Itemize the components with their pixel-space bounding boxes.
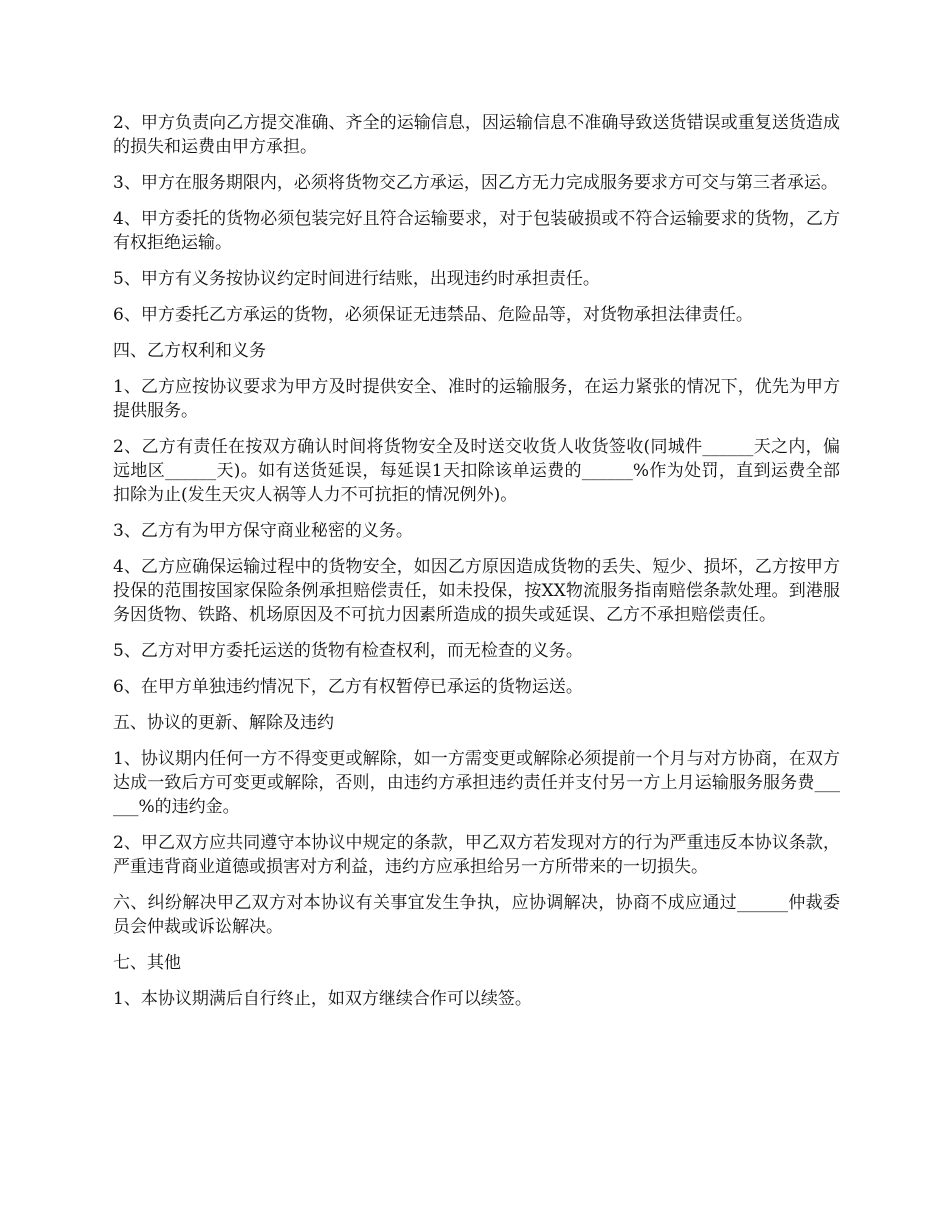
- clause-party-b-2: 2、乙方有责任在按双方确认时间将货物安全及时送交收货人收货签收(同城件______天之内，偏远地区______天)。如有送货延误，每延误1天扣除该单运费的______%作为处罚，直到运费全部扣除为止(发生天灾人祸等人力不可抗拒的情况例外)。: [113, 437, 840, 505]
- document-body: [113, 111, 840, 1023]
- section-dispute-resolution: 六、纠纷解决甲乙双方对本协议有关事宜发生争执，应协调解决，协商不成应通过______仲裁委员会仲裁或诉讼解决。: [113, 893, 840, 937]
- clause-termination-2: 2、甲乙双方应共同遵守本协议中规定的条款，甲乙双方若发现对方的行为严重违反本协议条款，严重违背商业道德或损害对方利益，违约方应承担给另一方所带来的一切损失。: [113, 833, 840, 877]
- clause-party-b-6: 6、在甲方单独违约情况下，乙方有权暂停已承运的货物运送。: [113, 677, 583, 697]
- section-heading-other: 七、其他: [113, 953, 181, 973]
- clause-party-a-4: 4、甲方委托的货物必须包装完好且符合运输要求，对于包装破损或不符合运输要求的货物，乙方有权拒绝运输。: [113, 209, 840, 253]
- clause-other-1: 1、本协议期满后自行终止，如双方继续合作可以续签。: [113, 989, 532, 1009]
- clause-termination-1: 1、协议期内任何一方不得变更或解除，如一方需变更或解除必须提前一个月与对方协商，在双方达成一致后方可变更或解除，否则，由违约方承担违约责任并支付另一方上月运输服务服务费______%的违约金。: [113, 749, 840, 817]
- clause-party-a-5: 5、甲方有义务按协议约定时间进行结账，出现违约时承担责任。: [113, 269, 600, 289]
- clause-party-b-1: 1、乙方应按协议要求为甲方及时提供安全、准时的运输服务，在运力紧张的情况下，优先为甲方提供服务。: [113, 377, 840, 421]
- clause-party-a-3: 3、甲方在服务期限内，必须将货物交乙方承运，因乙方无力完成服务要求方可交与第三者承运。: [113, 173, 838, 193]
- section-heading-termination: 五、协议的更新、解除及违约: [113, 713, 334, 733]
- clause-party-a-2: 2、甲方负责向乙方提交准确、齐全的运输信息，因运输信息不准确导致送货错误或重复送货造成的损失和运费由甲方承担。: [113, 113, 840, 157]
- clause-party-a-6: 6、甲方委托乙方承运的货物，必须保证无违禁品、危险品等，对货物承担法律责任。: [113, 305, 753, 325]
- clause-party-b-3: 3、乙方有为甲方保守商业秘密的义务。: [113, 521, 413, 541]
- section-heading-party-b: 四、乙方权利和义务: [113, 341, 266, 361]
- clause-party-b-5: 5、乙方对甲方委托运送的货物有检查权利，而无检查的义务。: [113, 641, 583, 661]
- clause-party-b-4: 4、乙方应确保运输过程中的货物安全，如因乙方原因造成货物的丢失、短少、损坏，乙方按甲方投保的范围按国家保险条例承担赔偿责任，如未投保，按XX物流服务指南赔偿条款处理。到港服务因货物、铁路、机场原因及不可抗力因素所造成的损失或延误、乙方不承担赔偿责任。: [113, 557, 840, 625]
